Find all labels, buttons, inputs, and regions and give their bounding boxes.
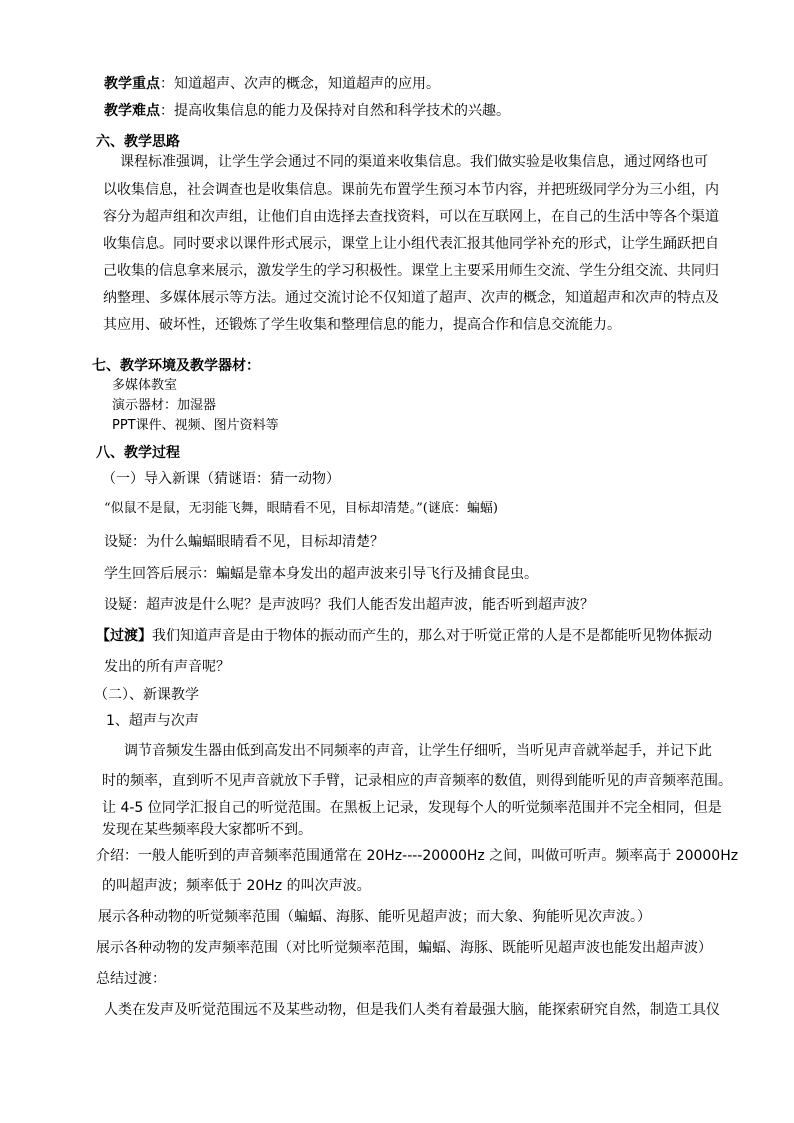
riddle-text: “似鼠不是鼠，无羽能飞舞，眼睛看不见，目标却清楚。”(谜底：蝙蝠)	[104, 501, 498, 516]
paragraph-line: 时的频率，直到听不见声音就放下手臂，记录相应的声音频率的数值，则得到能听见的声音频率范围。	[102, 773, 732, 789]
difficulty-text: ：提高收集信息的能力及保持对自然和科学技术的兴趣。	[160, 103, 510, 119]
paragraph-line: 调节音频发生器由低到高发出不同频率的声音，让学生仔细听，当听见声音就举起手，并记下此	[124, 743, 712, 759]
question-2: 设疑：超声波是什么呢？是声波吗？我们人能否发出超声波，能否听到超声波？	[104, 597, 594, 613]
transition-tag: 【过渡】	[96, 628, 152, 644]
subsection-1-title: 1、超声与次声	[106, 713, 199, 729]
section-6-line: 收集信息。同时要求以课件形式展示，课堂上让小组代表汇报其他同学补充的形式，让学生踊跃把自	[103, 236, 719, 252]
section-6-line: 容分为超声组和次声组，让他们自由选择去查找资料，可以在互联网上，在自己的生活中等各个渠道	[103, 209, 719, 225]
section-6-heading: 六、教学思路	[96, 134, 180, 150]
show-sound-range: 展示各种动物的发声频率范围（对比听觉频率范围，蝙蝠、海豚、既能听见超声波也能发出超声波）	[96, 940, 712, 956]
equipment-item: PPT课件、视频、图片资料等	[112, 418, 279, 433]
section-6-line: 其应用、破坏性，还锻炼了学生收集和整理信息的能力，提高合作和信息交流能力。	[103, 317, 621, 333]
section-6-line: 以收集信息，社会调查也是收集信息。课前先布置学生预习本节内容，并把班级同学分为三小组，内	[103, 182, 719, 198]
equipment-item: 多媒体教室	[112, 378, 178, 393]
summary-line: 人类在发声及听觉范围远不及某些动物，但是我们人类有着最强大脑，能探索研究自然，制造工具仪	[104, 1002, 720, 1018]
key-point-line	[104, 74, 440, 94]
transition-text: 我们知道声音是由于物体的振动而产生的，那么对于听觉正常的人是不是都能听见物体振动	[152, 628, 712, 644]
section-6-line: 纳整理、多媒体展示等方法。通过交流讨论不仅知道了超声、次声的概念，知道超声和次声的特点及	[103, 290, 719, 306]
equipment-item: 演示器材：加湿器	[112, 398, 217, 413]
summary-label: 总结过渡：	[96, 971, 166, 987]
transition-line	[96, 626, 712, 646]
part-2-title: （二）、新课教学	[94, 687, 199, 703]
intro-line: 介绍：一般人能听到的声音频率范围通常在 20Hz----20000Hz 之间，叫做可听声。频率高于 20000Hz	[96, 848, 739, 864]
paragraph-line: 让 4-5 位同学汇报自己的听觉范围。在黑板上记录，发现每个人的听觉频率范围并不完全相同，但是	[102, 800, 722, 816]
paragraph-line: 发现在某些频率段大家都听不到。	[102, 822, 312, 838]
difficulty-line	[104, 101, 510, 121]
section-6-line: 课程标准强调，让学生学会通过不同的渠道来收集信息。我们做实验是收集信息，通过网络也可	[120, 154, 708, 170]
intro-line-2: 的叫超声波；频率低于 20Hz 的叫次声波。	[102, 878, 371, 894]
section-8-heading: 八、教学过程	[96, 445, 180, 461]
section-7-heading: 七、教学环境及教学器材：	[92, 358, 260, 374]
question-1: 设疑：为什么蝙蝠眼睛看不见，目标却清楚？	[104, 534, 384, 550]
transition-line-2: 发出的所有声音呢？	[104, 659, 230, 675]
section-6-line: 己收集的信息拿来展示，激发学生的学习积极性。课堂上主要采用师生交流、学生分组交流、共同归	[103, 263, 719, 279]
student-answer: 学生回答后展示：蝙蝠是靠本身发出的超声波来引导飞行及捕食昆虫。	[104, 566, 538, 582]
key-point-text: ：知道超声、次声的概念，知道超声的应用。	[160, 76, 440, 92]
show-hearing-range: 展示各种动物的听觉频率范围（蝙蝠、海豚、能听见超声波；而大象、狗能听见次声波。）	[98, 909, 651, 925]
part-1-title: （一）导入新课（猜谜语：猜一动物）	[102, 471, 340, 487]
key-point-label: 教学重点	[104, 76, 160, 92]
difficulty-label: 教学难点	[104, 103, 160, 119]
